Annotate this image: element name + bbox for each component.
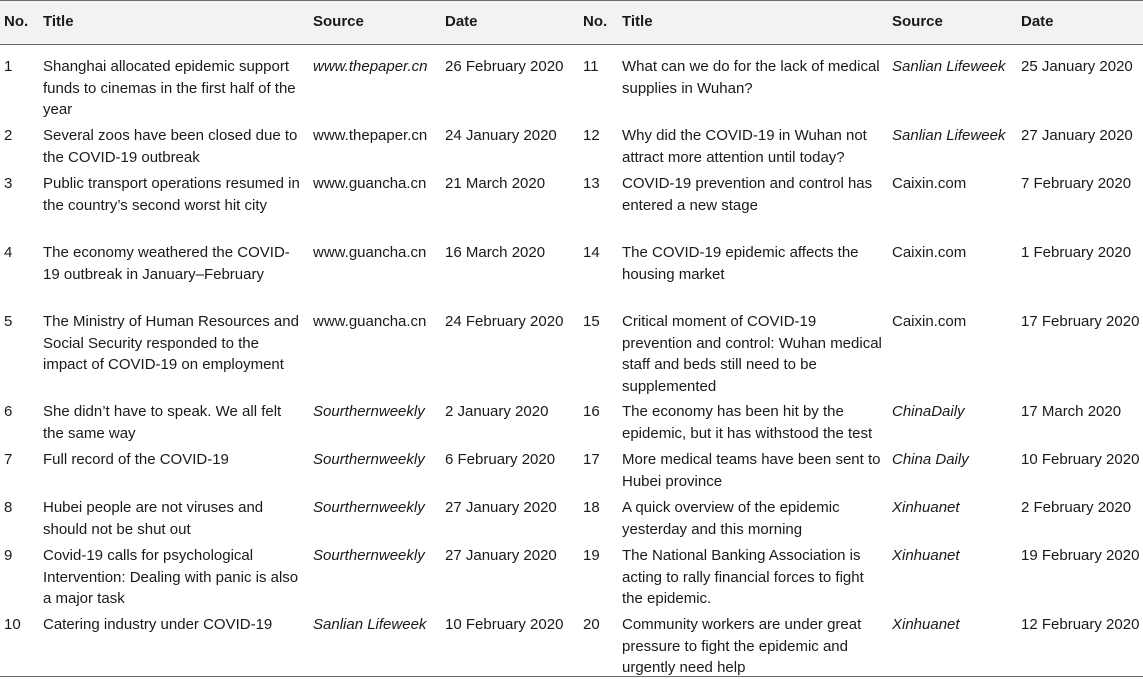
cell-source-right: China Daily xyxy=(892,451,969,468)
cell-date-left: 24 January 2020 xyxy=(445,127,557,144)
cell-source-left: Sourthernweekly xyxy=(313,403,425,420)
cell-no-right: 18 xyxy=(583,499,600,516)
cell-source-right: Xinhuanet xyxy=(892,499,960,516)
cell-date-right: 25 January 2020 xyxy=(1021,58,1133,75)
cell-date-right: 2 February 2020 xyxy=(1021,499,1132,516)
cell-date-right: 7 February 2020 xyxy=(1021,175,1132,192)
cell-title-right: Critical moment of COVID-19 prevention and control: Wuhan medical staff and beds still need to be supplemented xyxy=(622,313,882,395)
cell-no-right: 14 xyxy=(583,244,600,261)
header-date-left: Date xyxy=(445,13,478,30)
cell-source-right: Sanlian Lifeweek xyxy=(892,127,1006,144)
header-date-right: Date xyxy=(1021,13,1054,30)
cell-source-left: Sanlian Lifeweek xyxy=(313,616,427,633)
cell-date-right: 19 February 2020 xyxy=(1021,547,1140,564)
cell-title-left: Full record of the COVID-19 xyxy=(43,451,229,468)
cell-title-left: Shanghai allocated epidemic support funds to cinemas in the first half of the year xyxy=(43,58,296,118)
cell-date-right: 17 March 2020 xyxy=(1021,403,1122,420)
cell-title-right: The economy has been hit by the epidemic, but it has withstood the test xyxy=(622,403,873,442)
header-title-right: Title xyxy=(622,13,653,30)
cell-title-left: Several zoos have been closed due to the COVID-19 outbreak xyxy=(43,127,298,166)
cell-source-right: ChinaDaily xyxy=(892,403,965,420)
cell-date-left: 16 March 2020 xyxy=(445,244,546,261)
header-title-left: Title xyxy=(43,13,74,30)
cell-no-left: 3 xyxy=(4,175,13,192)
table-top-rule xyxy=(0,0,1143,1)
cell-date-right: 10 February 2020 xyxy=(1021,451,1140,468)
cell-title-left: Catering industry under COVID-19 xyxy=(43,616,273,633)
cell-source-right: Caixin.com xyxy=(892,244,967,261)
cell-title-right: What can we do for the lack of medical supplies in Wuhan? xyxy=(622,58,880,97)
cell-no-left: 7 xyxy=(4,451,13,468)
cell-title-left: Hubei people are not viruses and should not be shut out xyxy=(43,499,264,538)
cell-no-right: 17 xyxy=(583,451,600,468)
cell-no-left: 6 xyxy=(4,403,13,420)
cell-title-right: Community workers are under great pressure to fight the epidemic and urgently need help xyxy=(622,616,862,676)
cell-date-left: 6 February 2020 xyxy=(445,451,556,468)
cell-source-right: Caixin.com xyxy=(892,175,967,192)
cell-no-left: 1 xyxy=(4,58,13,75)
cell-source-left: Sourthernweekly xyxy=(313,451,425,468)
cell-no-left: 9 xyxy=(4,547,13,564)
header-source-right: Source xyxy=(892,13,943,30)
cell-title-left: Public transport operations resumed in the country’s second worst hit city xyxy=(43,175,300,214)
cell-date-left: 27 January 2020 xyxy=(445,499,557,516)
cell-source-right: Sanlian Lifeweek xyxy=(892,58,1006,75)
cell-source-left: Sourthernweekly xyxy=(313,499,425,516)
cell-title-left: She didn’t have to speak. We all felt the same way xyxy=(43,403,282,442)
cell-no-right: 15 xyxy=(583,313,600,330)
cell-date-right: 1 February 2020 xyxy=(1021,244,1132,261)
cell-source-left: www.thepaper.cn xyxy=(313,58,428,75)
cell-date-left: 27 January 2020 xyxy=(445,547,557,564)
cell-source-left: www.guancha.cn xyxy=(313,244,427,261)
cell-no-left: 8 xyxy=(4,499,13,516)
cell-no-left: 2 xyxy=(4,127,13,144)
cell-date-left: 10 February 2020 xyxy=(445,616,564,633)
cell-no-right: 11 xyxy=(583,58,599,75)
cell-title-right: A quick overview of the epidemic yesterday and this morning xyxy=(622,499,840,538)
cell-date-right: 27 January 2020 xyxy=(1021,127,1133,144)
cell-no-right: 13 xyxy=(583,175,600,192)
cell-no-right: 12 xyxy=(583,127,600,144)
table-header-rule xyxy=(0,44,1143,45)
cell-title-right: Why did the COVID-19 in Wuhan not attract more attention until today? xyxy=(622,127,867,166)
cell-source-left: Sourthernweekly xyxy=(313,547,425,564)
header-no-right: No. xyxy=(583,13,608,30)
cell-date-right: 12 February 2020 xyxy=(1021,616,1140,633)
cell-title-right: The National Banking Association is acting to rally financial forces to fight the epidemic. xyxy=(622,547,864,607)
cell-no-left: 10 xyxy=(4,616,21,633)
cell-title-right: The COVID-19 epidemic affects the housing market xyxy=(622,244,859,283)
cell-no-right: 20 xyxy=(583,616,600,633)
header-no-left: No. xyxy=(4,13,29,30)
cell-date-left: 2 January 2020 xyxy=(445,403,549,420)
cell-date-left: 21 March 2020 xyxy=(445,175,546,192)
cell-date-right: 17 February 2020 xyxy=(1021,313,1140,330)
cell-title-left: The Ministry of Human Resources and Social Security responded to the impact of COVID-19 on employment xyxy=(43,313,299,373)
cell-no-right: 16 xyxy=(583,403,600,420)
cell-date-left: 24 February 2020 xyxy=(445,313,564,330)
cell-source-left: www.thepaper.cn xyxy=(313,127,428,144)
cell-no-left: 4 xyxy=(4,244,13,261)
cell-no-right: 19 xyxy=(583,547,600,564)
cell-source-right: Xinhuanet xyxy=(892,547,960,564)
cell-date-left: 26 February 2020 xyxy=(445,58,564,75)
cell-title-left: The economy weathered the COVID-19 outbreak in January–February xyxy=(43,244,290,283)
cell-title-left: Covid-19 calls for psychological Intervention: Dealing with panic is also a major task xyxy=(43,547,299,607)
cell-source-left: www.guancha.cn xyxy=(313,175,427,192)
cell-source-left: www.guancha.cn xyxy=(313,313,427,330)
cell-title-right: COVID-19 prevention and control has entered a new stage xyxy=(622,175,873,214)
cell-title-right: More medical teams have been sent to Hubei province xyxy=(622,451,881,490)
cell-source-right: Xinhuanet xyxy=(892,616,960,633)
table-header-band xyxy=(0,0,1143,44)
cell-no-left: 5 xyxy=(4,313,13,330)
cell-source-right: Caixin.com xyxy=(892,313,967,330)
header-source-left: Source xyxy=(313,13,364,30)
